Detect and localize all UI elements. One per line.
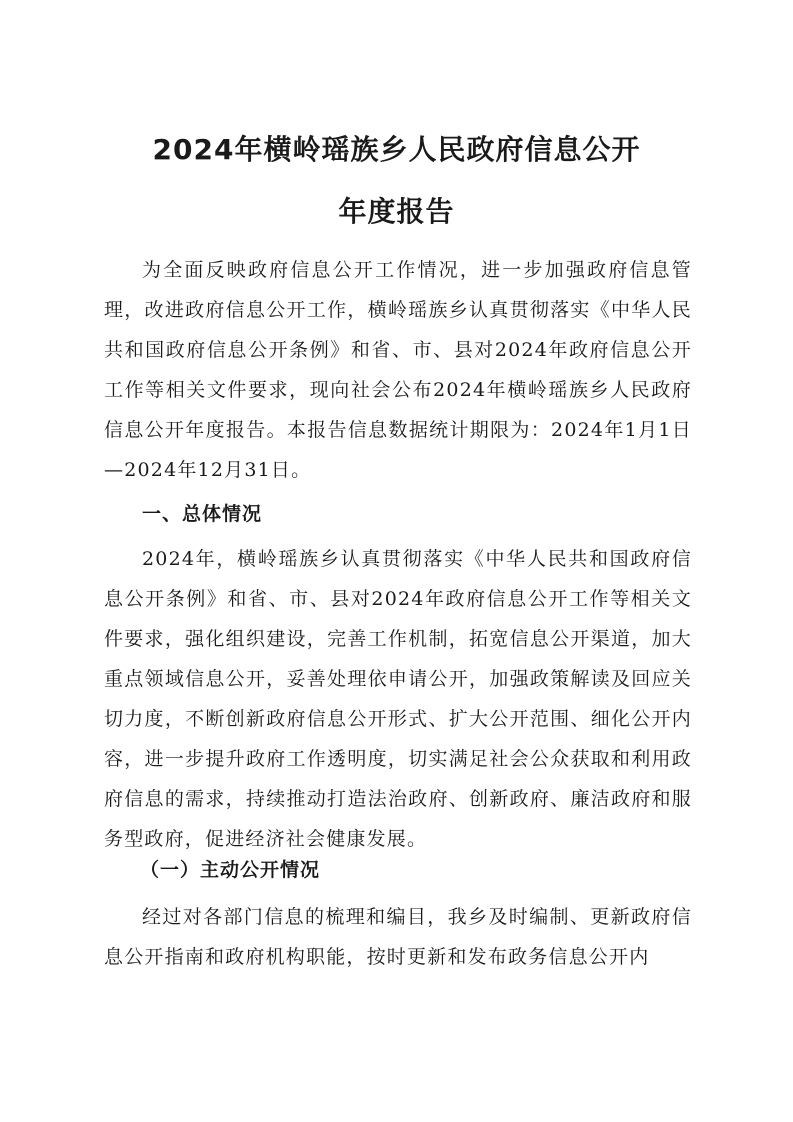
document-title-line-1: 2024年横岭瑶族乡人民政府信息公开 xyxy=(152,133,641,166)
intro-paragraph: 为全面反映政府信息公开工作情况，进一步加强政府信息管理，改进政府信息公开工作，横岭瑶族乡认真贯彻落实《中华人民共和国政府信息公开条例》和省、市、县对2024年政府信息公开工作等相关文件要求，现向社会公布2024年横岭瑶族乡人民政府信息公开年度报告。本报告信息数据统计期限为：2024年1月1日—2024年12月31日。 xyxy=(104,259,692,481)
section-heading-overall: 一、总体情况 xyxy=(142,503,263,525)
subsection-heading-active-disclosure: （一）主动公开情况 xyxy=(140,859,321,881)
active-disclosure-paragraph: 经过对各部门信息的梳理和编目，我乡及时编制、更新政府信息公开指南和政府机构职能，按时更新和发布政务信息公开内 xyxy=(104,906,692,968)
overall-paragraph: 2024年，横岭瑶族乡认真贯彻落实《中华人民共和国政府信息公开条例》和省、市、县对2024年政府信息公开工作等相关文件要求，强化组织建设，完善工作机制，拓宽信息公开渠道，加大重点领域信息公开，妥善处理依申请公开，加强政策解读及回应关切力度，不断创新政府信息公开形式、扩大公开范围、细化公开内容，进一步提升政府工作透明度，切实满足社会公众获取和利用政府信息的需求，持续推动打造法治政府、创新政府、廉洁政府和服务型政府，促进经济社会健康发展。 xyxy=(104,548,692,850)
document-title-line-2: 年度报告 xyxy=(338,195,455,228)
